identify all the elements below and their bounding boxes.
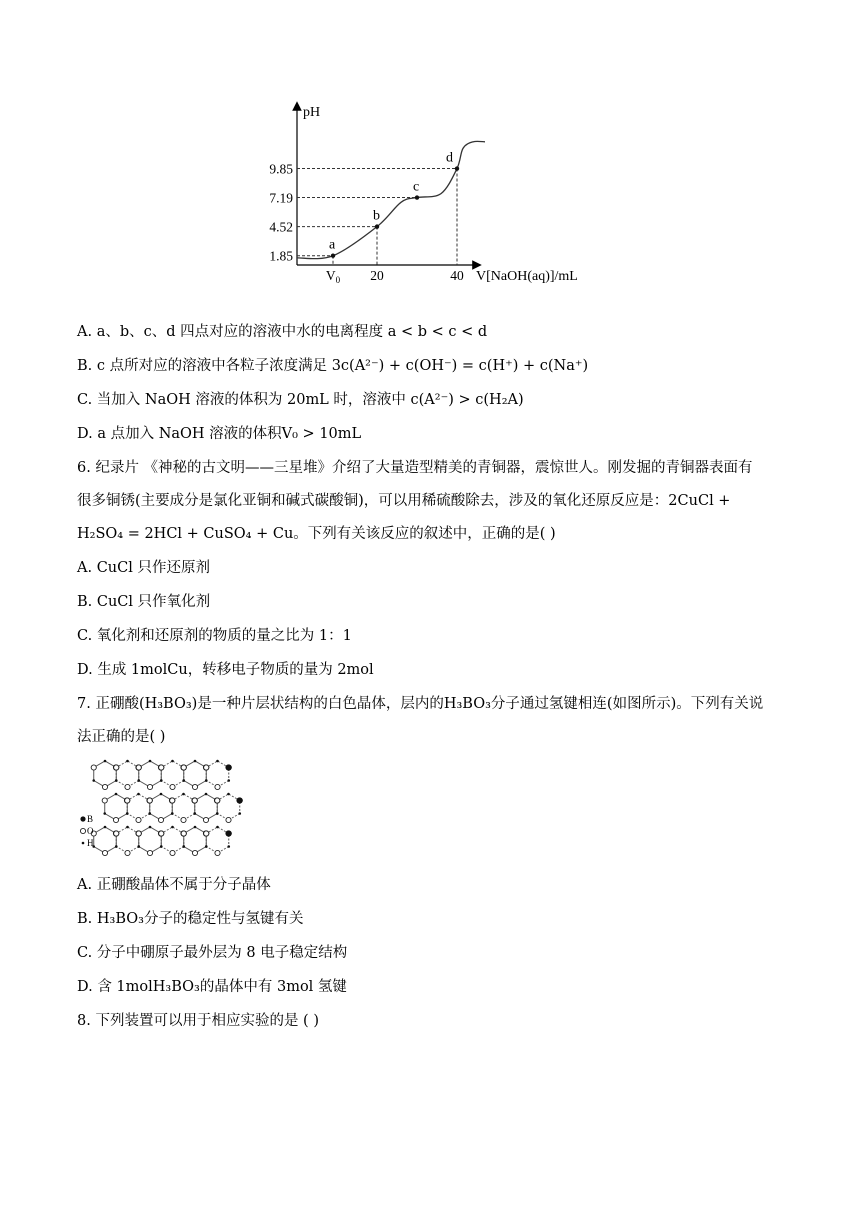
q6-option-d bbox=[77, 660, 374, 680]
point-label-c: c bbox=[413, 179, 420, 195]
oxygen-atom bbox=[215, 784, 220, 789]
oxygen-atom bbox=[136, 765, 141, 770]
boron-atom bbox=[238, 812, 241, 815]
oxygen-atom bbox=[170, 850, 175, 855]
y-tick-label: 4.52 bbox=[269, 219, 293, 235]
boron-atom bbox=[115, 779, 118, 782]
hexagon-ring bbox=[139, 761, 162, 787]
legend-hydrogen-dot bbox=[82, 842, 85, 845]
point-b bbox=[375, 224, 379, 228]
oxygen-atom bbox=[204, 831, 209, 836]
oxygen-atom bbox=[215, 798, 220, 803]
boron-atom bbox=[216, 826, 219, 829]
boron-atom bbox=[137, 793, 140, 796]
boron-atom bbox=[160, 793, 163, 796]
hexagon-ring bbox=[161, 761, 184, 787]
hexagon-ring bbox=[195, 794, 218, 820]
oxygen-atom bbox=[125, 784, 130, 789]
y-tick-label: 1.85 bbox=[269, 248, 293, 264]
hexagon-ring bbox=[217, 794, 240, 820]
atoms bbox=[91, 760, 243, 856]
q6-option-b-text: B. CuCl 只作氧化剂 bbox=[77, 594, 211, 610]
boron-atom bbox=[205, 793, 208, 796]
x-tick-label: $V_0$ bbox=[325, 268, 341, 285]
oxygen-atom bbox=[204, 765, 209, 770]
oxygen-atom bbox=[136, 831, 141, 836]
boron-atom bbox=[216, 760, 219, 763]
curve-points bbox=[329, 151, 459, 258]
oxygen-atom bbox=[215, 850, 220, 855]
boron-atom bbox=[149, 826, 152, 829]
boron-atom bbox=[126, 812, 129, 815]
oxygen-atom bbox=[159, 765, 164, 770]
hexagon-ring bbox=[184, 761, 207, 787]
boron-atom bbox=[216, 812, 219, 815]
legend-oxygen-label: O bbox=[87, 826, 94, 836]
oxygen-atom bbox=[102, 784, 107, 789]
hexagon-ring bbox=[94, 761, 117, 787]
hexagon-ring bbox=[206, 761, 229, 787]
legend-hydrogen-label: H bbox=[87, 838, 94, 848]
q7-option-b-text: B. H₃BO₃分子的稳定性与氢键有关 bbox=[77, 911, 304, 927]
boron-atom bbox=[182, 779, 185, 782]
point-c bbox=[415, 195, 419, 199]
boron-atom bbox=[194, 826, 197, 829]
oxygen-atom bbox=[114, 765, 119, 770]
hexagon-ring bbox=[161, 827, 184, 853]
hexagon-ring bbox=[94, 827, 117, 853]
boron-atom bbox=[227, 845, 230, 848]
q6-option-c-text: C. 氧化剂和还原剂的物质的量之比为 1：1 bbox=[77, 628, 352, 644]
boron-atom bbox=[160, 845, 163, 848]
oxygen-atom bbox=[192, 798, 197, 803]
oxygen-atom bbox=[91, 765, 96, 770]
q5-option-b bbox=[77, 356, 588, 376]
oxygen-atom bbox=[147, 850, 152, 855]
q7-stem-text-2: 法正确的是( ) bbox=[77, 729, 166, 745]
boron-atom bbox=[115, 793, 118, 796]
point-label-b: b bbox=[373, 208, 380, 224]
q7-option-c bbox=[77, 943, 347, 963]
boron-atom bbox=[137, 779, 140, 782]
oxygen-atom bbox=[136, 817, 141, 822]
oxygen-atom bbox=[181, 765, 186, 770]
q5-option-b-text: B. c 点所对应的溶液中各粒子浓度满足 3c(A²⁻) + c(OH⁻) = c(H⁺) + c(Na⁺) bbox=[77, 358, 589, 374]
oxygen-atom bbox=[181, 831, 186, 836]
q7-option-c-text: C. 分子中硼原子最外层为 8 电子稳定结构 bbox=[77, 945, 348, 961]
oxygen-atom bbox=[170, 798, 175, 803]
boron-atom bbox=[149, 760, 152, 763]
q7-stem-line-1 bbox=[77, 694, 763, 714]
q6-option-a bbox=[77, 558, 210, 578]
q7-stem-text-1: 7. 正硼酸(H₃BO₃)是一种片层状结构的白色晶体，层内的H₃BO₃分子通过氢键相连(如图所示)。下列有关说 bbox=[77, 696, 764, 712]
legend-boron-dot bbox=[80, 816, 85, 821]
oxygen-atom bbox=[159, 831, 164, 836]
q7-option-a bbox=[77, 875, 271, 895]
boron-atom bbox=[194, 760, 197, 763]
oxygen-atom bbox=[203, 817, 208, 822]
q5-option-a bbox=[77, 322, 487, 342]
y-tick-label: 7.19 bbox=[269, 190, 293, 206]
boron-atom bbox=[171, 812, 174, 815]
q7-option-d bbox=[77, 977, 347, 997]
x-axis-label: V[NaOH(aq)]/mL bbox=[476, 269, 578, 284]
hexagon-ring bbox=[139, 827, 162, 853]
hydrogen-bond-network bbox=[94, 761, 240, 853]
q6-option-c bbox=[77, 626, 352, 646]
q7-option-a-text: A. 正硼酸晶体不属于分子晶体 bbox=[77, 877, 271, 893]
hexagon-ring bbox=[116, 761, 139, 787]
boron-atom bbox=[182, 793, 185, 796]
oxygen-atom bbox=[147, 798, 152, 803]
oxygen-atom bbox=[192, 784, 197, 789]
oxygen-atom bbox=[192, 850, 197, 855]
boron-atom bbox=[104, 826, 107, 829]
boron-atom bbox=[137, 845, 140, 848]
oxygen-atom bbox=[125, 850, 130, 855]
q7-option-b bbox=[77, 909, 303, 929]
boron-atom bbox=[148, 812, 151, 815]
oxygen-atom bbox=[147, 784, 152, 789]
oxygen-atom bbox=[158, 817, 163, 822]
q6-option-d-text: D. 生成 1molCu，转移电子物质的量为 2mol bbox=[77, 662, 374, 678]
boron-atom bbox=[193, 812, 196, 815]
boron-atom bbox=[205, 779, 208, 782]
boron-atom bbox=[171, 826, 174, 829]
q5-option-d-text: D. a 点加入 NaOH 溶液的体积V₀ > 10mL bbox=[77, 426, 362, 442]
q5-option-d bbox=[77, 424, 361, 444]
boron-atom bbox=[103, 812, 106, 815]
oxygen-atom bbox=[114, 831, 119, 836]
hexagon-ring bbox=[206, 827, 229, 853]
q5-option-c bbox=[77, 390, 524, 410]
q8-stem-text: 8. 下列装置可以用于相应实验的是 ( ) bbox=[77, 1013, 319, 1029]
oxygen-atom bbox=[102, 850, 107, 855]
oxygen-atom bbox=[102, 798, 107, 803]
titration-curve-chart bbox=[262, 98, 612, 293]
q5-option-a-text: A. a、b、c、d 四点对应的溶液中水的电离程度 a < b < c < d bbox=[77, 324, 488, 340]
hexagon-ring bbox=[172, 794, 195, 820]
oxygen-atom bbox=[181, 817, 186, 822]
y-tick-label: 9.85 bbox=[269, 161, 293, 177]
y-axis-label: pH bbox=[303, 105, 321, 120]
point-d bbox=[455, 166, 459, 170]
q6-stem-line-1 bbox=[77, 458, 753, 478]
boron-atom bbox=[126, 826, 129, 829]
legend-boron-label: B bbox=[87, 814, 94, 824]
q6-stem-text-3: H₂SO₄ = 2HCl + CuSO₄ + Cu。下列有关该反应的叙述中，正确的是( ) bbox=[77, 526, 556, 542]
point-label-a: a bbox=[329, 237, 336, 253]
boron-atom bbox=[205, 845, 208, 848]
oxygen-atom bbox=[113, 817, 118, 822]
q6-option-a-text: A. CuCl 只作还原剂 bbox=[77, 560, 210, 576]
boron-atom bbox=[92, 779, 95, 782]
boron-atom bbox=[182, 845, 185, 848]
hexagon-ring bbox=[105, 794, 128, 820]
oxygen-atom bbox=[226, 817, 231, 822]
boron-atom bbox=[171, 760, 174, 763]
boron-atom bbox=[104, 760, 107, 763]
q6-stem-text-2: 很多铜锈(主要成分是氯化亚铜和碱式碳酸铜)，可以用稀硫酸除去，涉及的氧化还原反应是：2CuCl + bbox=[77, 493, 731, 509]
oxygen-atom bbox=[170, 784, 175, 789]
boron-atom bbox=[236, 797, 242, 803]
boron-atom bbox=[126, 760, 129, 763]
boron-atom bbox=[115, 845, 118, 848]
oxygen-atom bbox=[125, 798, 130, 803]
q7-option-d-text: D. 含 1molH₃BO₃的晶体中有 3mol 氢键 bbox=[77, 979, 347, 995]
boron-atom bbox=[160, 779, 163, 782]
boron-atom bbox=[225, 830, 231, 836]
q7-stem-line-2 bbox=[77, 727, 165, 747]
x-tick-label: 20 bbox=[370, 268, 384, 283]
q6-stem-text-1: 6. 纪录片 《神秘的古文明——三星堆》介绍了大量造型精美的青铜器，震惊世人。刚发掘的青铜器表面有 bbox=[77, 460, 753, 476]
boron-atom bbox=[227, 793, 230, 796]
legend bbox=[80, 814, 94, 848]
q6-option-b bbox=[77, 592, 210, 612]
hexagon-ring bbox=[127, 794, 150, 820]
boron-atom bbox=[227, 779, 230, 782]
legend-oxygen-dot bbox=[80, 828, 85, 833]
q6-stem-line-3 bbox=[77, 524, 556, 544]
hexagon-ring bbox=[116, 827, 139, 853]
point-label-d: d bbox=[446, 150, 453, 166]
hexagon-ring bbox=[184, 827, 207, 853]
q5-option-c-text: C. 当加入 NaOH 溶液的体积为 20mL 时，溶液中 c(A²⁻) > c(H₂A) bbox=[77, 392, 524, 408]
boric-acid-structure-figure bbox=[75, 752, 250, 862]
hexagon-ring bbox=[150, 794, 173, 820]
q8-stem-line bbox=[77, 1011, 319, 1031]
x-tick-labels bbox=[326, 268, 464, 285]
boron-atom bbox=[225, 764, 231, 770]
q6-stem-line-2 bbox=[77, 491, 730, 511]
x-tick-label: 40 bbox=[450, 268, 464, 283]
y-tick-labels bbox=[269, 162, 293, 264]
point-a bbox=[331, 254, 335, 258]
